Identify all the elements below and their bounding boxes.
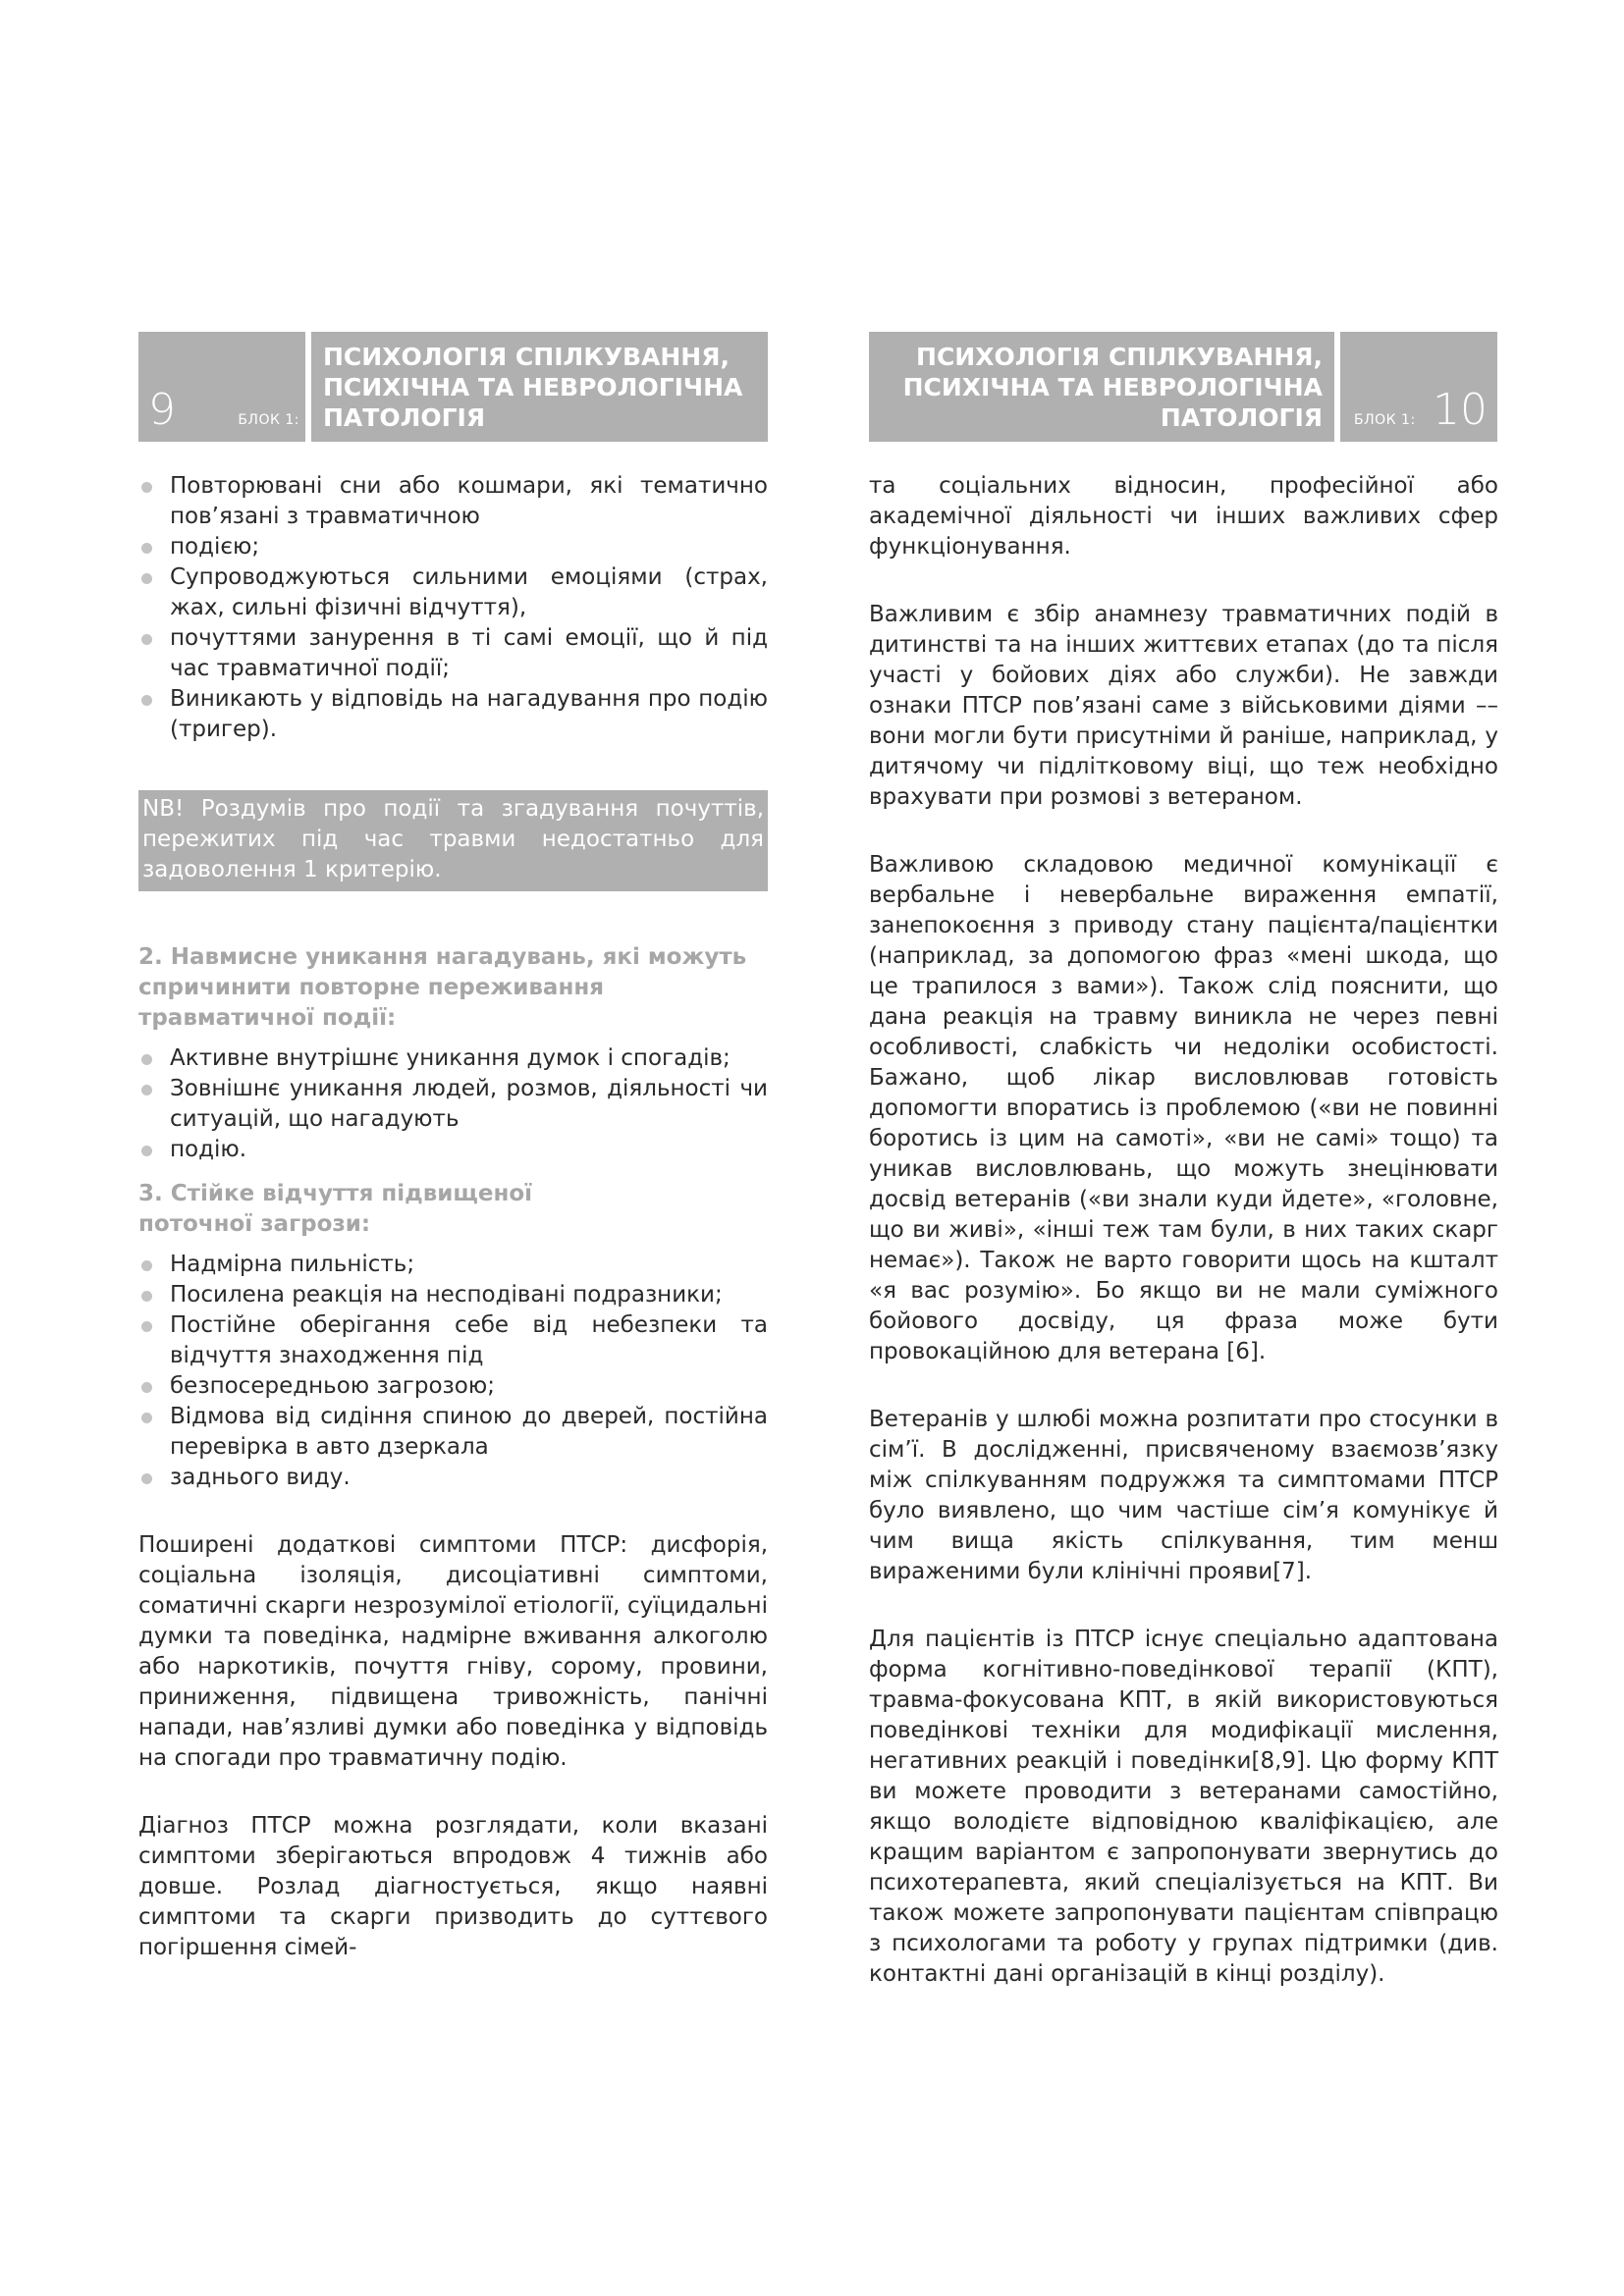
list-item: Надмірна пильність; xyxy=(138,1250,768,1280)
list-item: заднього виду. xyxy=(138,1463,768,1493)
left-title-line: ПАТОЛОГІЯ xyxy=(323,403,486,432)
left-title-line: ПСИХІЧНА ТА НЕВРОЛОГІЧНА xyxy=(323,373,743,401)
paragraph: Поширені додаткові симптоми ПТСР: дисфорія, соціальна ізоляція, дисоціативні симптоми, соматичні скарги незрозумілої етіології, суїцидальні думки та поведінка, надмірне вживання алкоголю або наркотиків, почуття гніву, сорому, провини, приниження, підвищена тривожність, панічні напади, нав’язливі думки або поведінка у відповідь на спогади про травматичну подію. xyxy=(138,1532,768,1771)
right-section-title xyxy=(869,332,1334,442)
list-item: Виникають у відповідь на нагадування про подію (тригер). xyxy=(138,684,768,745)
right-title-line: ПСИХІЧНА ТА НЕВРОЛОГІЧНА xyxy=(902,373,1323,401)
list-item: Зовнішнє уникання людей, розмов, діяльності чи ситуацій, що нагадують xyxy=(138,1074,768,1135)
heading-line: 3. Стійке відчуття підвищеної xyxy=(138,1181,533,1206)
left-page-header xyxy=(138,332,768,442)
paragraph: Для пацієнтів із ПТСР існує спеціально адаптована форма когнітивно-поведінкової терапії (КПТ), травма-фокусована КПТ, в якій використовуються поведінкові техніки для модифікації мислення, негативних реакцій і поведінки[8,9]. Цю форму КПТ ви можете проводити з ветеранами самостійно, якщо володієте відповідною кваліфікацією, але кращим варіантом є запропонувати звернутись до психотерапевта, який спеціалізується на КПТ. Ви також можете запропонувати пацієнтам співпрацю з психологами та роботу у групах підтримки (див. контактні дані організацій в кінці розділу). xyxy=(869,1627,1498,1987)
right-block-label: БЛОК 1: xyxy=(1354,412,1416,428)
right-column xyxy=(869,471,1498,2027)
paragraph: та соціальних відносин, професійної або академічної діяльності чи інших важливих сфер функціонування. xyxy=(869,473,1498,560)
paragraph: Важливою складовою медичної комунікації є вербальне і невербальне вираження емпатії, занепокоєння з приводу стану пацієнта/пацієнтки (наприклад, за допомогою фраз «мені шкода, що це трапилося з вами»). Також слід пояснити, що дана реакція на травму виникла не через певні особливості, слабкість чи недоліки особистості. Бажано, щоб лікар висловлював готовість допомогти впоратись із проблемою («ви не повинні боротись із цим на самоті», «ви не самі» тощо) та уникав висловлювань, що можуть знецінювати досвід ветеранів («ви знали куди йдете», «головне, що ви живі», «інші теж там були, в них таких скарг немає»). Також не варто говорити щось на кшталт «я вас розумію». Бо якщо ви не мали суміжного бойового досвіду, ця фраза може бути провокаційною для ветерана [6]. xyxy=(869,852,1498,1364)
right-title-line: ПАТОЛОГІЯ xyxy=(1160,403,1323,432)
right-title-line: ПСИХОЛОГІЯ СПІЛКУВАННЯ, xyxy=(916,343,1323,371)
left-page-number-box xyxy=(138,332,305,442)
list-item: подію. xyxy=(138,1135,768,1165)
list-item: Відмова від сидіння спиною до дверей, постійна перевірка в авто дзеркала xyxy=(138,1402,768,1463)
right-page-number-box xyxy=(1340,332,1497,442)
paragraph: Важливим є збір анамнезу травматичних подій в дитинстві та на інших життєвих етапах (до та після участі у бойових діях або служби). Не завжди ознаки ПТСР пов’язані саме з військовими діями –– вони могли бути присутніми й раніше, наприклад, у дитячому чи підлітковому віці, що теж необхідно врахувати при розмові з ветераном. xyxy=(869,602,1498,810)
paragraph: Діагноз ПТСР можна розглядати, коли вказані симптоми зберігаються впродовж 4 тижнів або довше. Розлад діагностується, якщо наявні симптоми та скарги призводить до суттєвого погіршення сімей- xyxy=(138,1813,768,1960)
avoidance-list xyxy=(138,1043,768,1165)
right-page-number: 10 xyxy=(1433,385,1488,435)
list-item: Активне внутрішнє уникання думок і спогадів; xyxy=(138,1043,768,1074)
heading-line: поточної загрози: xyxy=(138,1211,371,1237)
left-block-label: БЛОК 1: xyxy=(238,412,299,428)
section-heading-threat xyxy=(138,1179,768,1240)
list-item: Супроводжуються сильними емоціями (страх, жах, сильні фізичні відчуття), xyxy=(138,562,768,623)
threat-list xyxy=(138,1250,768,1493)
left-page-number: 9 xyxy=(148,385,176,435)
left-section-title xyxy=(311,332,768,442)
section-heading-avoidance: 2. Навмисне уникання нагадувань, які можуть спричинити повторне переживання травматичної події: xyxy=(138,944,747,1031)
right-page-header xyxy=(869,332,1497,442)
left-title-line: ПСИХОЛОГІЯ СПІЛКУВАННЯ, xyxy=(323,343,730,371)
left-column xyxy=(138,471,768,2001)
list-item: Посилена реакція на несподівані подразники; xyxy=(138,1280,768,1310)
list-item: почуттями занурення в ті самі емоції, що й під час травматичної події; xyxy=(138,623,768,684)
list-item: Повторювані сни або кошмари, які тематично пов’язані з травматичною xyxy=(138,471,768,532)
intrusion-symptoms-list xyxy=(138,471,768,745)
list-item: безпосередньою загрозою; xyxy=(138,1371,768,1402)
paragraph: Ветеранів у шлюбі можна розпитати про стосунки в сім’ї. В дослідженні, присвяченому взаємозв’язку між спілкуванням подружжя та симптомами ПТСР було виявлено, що чим частіше сім’я комунікує й чим вища якість спілкування, тим менш вираженими були клінічні прояви[7]. xyxy=(869,1407,1498,1584)
list-item: подією; xyxy=(138,532,768,562)
list-item: Постійне оберігання себе від небезпеки та відчуття знаходження під xyxy=(138,1310,768,1371)
nb-callout: NB! Роздумів про події та згадування почуттів, пережитих під час травми недостатньо для задоволення 1 критерію. xyxy=(138,790,768,891)
